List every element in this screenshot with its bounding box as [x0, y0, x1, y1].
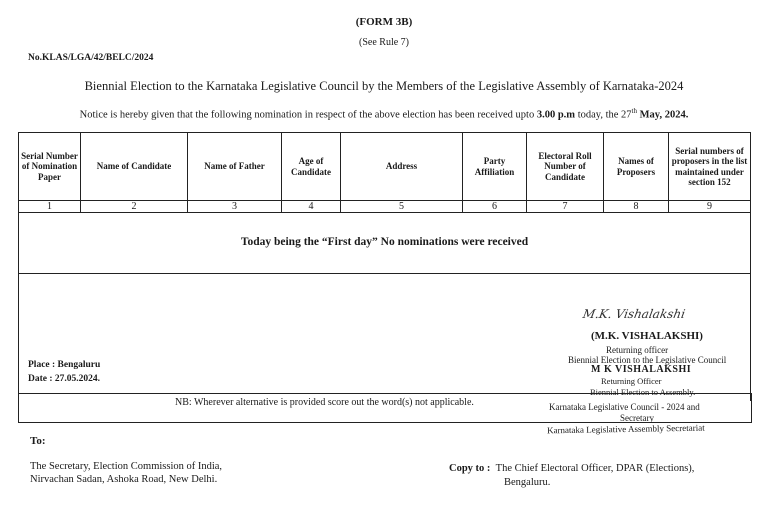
officer-role: Returning officer — [606, 345, 669, 355]
rule-reference: (See Rule 7) — [359, 37, 409, 48]
notice-prefix: Notice is hereby given that the following nomination in respect of the above election has been received upto — [79, 109, 537, 121]
place-label: Place : — [28, 360, 56, 370]
copy-label: Copy to : — [449, 463, 491, 474]
to-label: To: — [30, 435, 46, 447]
column-number: 3 — [188, 201, 282, 213]
header-cell: Serial Number of Nomination Paper — [19, 133, 81, 201]
to-address-line-1: The Secretary, Election Commission of India, — [30, 461, 223, 472]
document-title: Biennial Election to the Karnataka Legislative Council by the Members of the Legislative Assembly of Karnataka-2024 — [84, 79, 684, 93]
notice-middle: today, the 27 — [575, 109, 632, 121]
column-number: 6 — [463, 201, 527, 213]
column-number: 9 — [669, 201, 751, 213]
copy-to — [449, 463, 694, 474]
column-number: 5 — [341, 201, 463, 213]
message-row — [19, 213, 751, 274]
date-value: 27.05.2024. — [54, 374, 101, 384]
header-cell: Name of Father — [188, 133, 282, 201]
stamp-name: M K VISHALAKSHI — [591, 364, 692, 375]
column-number: 2 — [81, 201, 188, 213]
column-number: 1 — [19, 201, 81, 213]
column-number: 8 — [604, 201, 669, 213]
handwritten-signature: M.K. Vishalakshi — [581, 307, 687, 321]
header-cell: Name of Candidate — [81, 133, 188, 201]
notice-date: May, 2024. — [637, 109, 689, 121]
header-cell: Electoral Roll Number of Candidate — [527, 133, 604, 201]
header-cell: Party Affiliation — [463, 133, 527, 201]
officer-name: (M.K. VISHALAKSHI) — [591, 330, 703, 342]
to-address-line-2: Nirvachan Sadan, Ashoka Road, New Delhi. — [30, 474, 218, 485]
no-nominations-message: Today being the “First day” No nominations were received — [19, 213, 751, 274]
notice-text — [0, 107, 768, 121]
form-title: (FORM 3B) — [355, 16, 413, 28]
place-value: Bengaluru — [57, 360, 101, 370]
stamp-election: Biennial Election to Assembly. — [590, 387, 696, 397]
stamp-secretariat: Karnataka Legislative Assembly Secretariat — [546, 422, 705, 436]
header-cell: Address — [341, 133, 463, 201]
column-number-row — [19, 201, 751, 213]
nb-note: NB: Wherever alternative is provided score out the word(s) not applicable. — [175, 397, 474, 408]
header-cell: Names of Proposers — [604, 133, 669, 201]
header-cell: Age of Candidate — [282, 133, 341, 201]
document-number: No.KLAS/LGA/42/BELC/2024 — [28, 53, 154, 63]
notice-time: 3.00 p.m — [536, 109, 576, 121]
column-number: 4 — [282, 201, 341, 213]
copy-line-2: Bengaluru. — [504, 477, 551, 488]
place — [28, 360, 100, 370]
column-number: 7 — [527, 201, 604, 213]
stamp-secretary: Secretary — [620, 413, 654, 423]
date — [28, 374, 100, 384]
copy-line-1: The Chief Electoral Officer, DPAR (Elections), — [495, 463, 695, 474]
officer-election: Biennial Election to the Legislative Council — [568, 355, 727, 365]
notice-sup: th — [631, 107, 637, 115]
table-header-row — [19, 133, 751, 201]
stamp-council: Karnataka Legislative Council - 2024 and — [549, 402, 700, 412]
date-label: Date : — [28, 374, 53, 384]
stamp-role: Returning Officer — [601, 376, 662, 386]
header-cell: Serial numbers of proposers in the list maintained under section 152 — [669, 133, 751, 201]
